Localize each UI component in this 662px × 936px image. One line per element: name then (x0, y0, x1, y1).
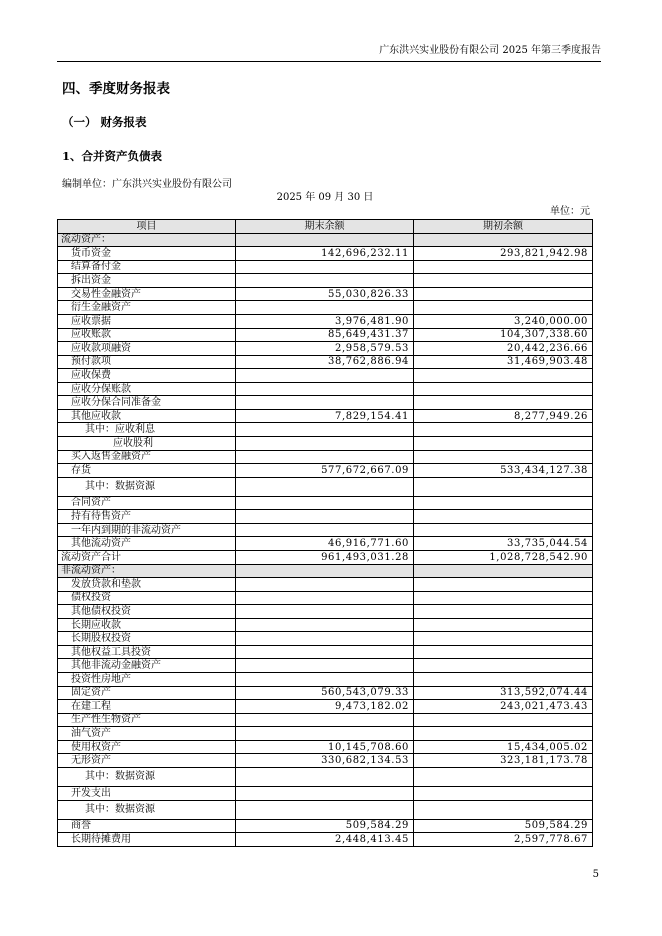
row-item-label: 其他应收款 (58, 410, 236, 423)
period-end-value (236, 578, 414, 591)
period-end-value (236, 592, 414, 605)
period-end-value (236, 632, 414, 645)
row-item-label: 商誉 (58, 820, 236, 833)
table-row (58, 288, 593, 302)
period-begin-value: 2,597,778.67 (414, 833, 593, 846)
period-end-value: 2,958,579.53 (236, 342, 414, 355)
table-row (58, 247, 593, 261)
period-end-value (236, 234, 414, 247)
row-item-label: 其他非流动金融资产 (58, 659, 236, 672)
row-item-label: 拆出资金 (58, 274, 236, 287)
row-item-label: 油气资产 (58, 727, 236, 740)
period-end-value: 10,145,708.60 (236, 741, 414, 754)
period-begin-value (414, 451, 593, 464)
period-end-value (236, 274, 414, 287)
row-item-label: 应收分保账款 (58, 383, 236, 396)
period-end-value (236, 510, 414, 523)
table-row (58, 768, 593, 787)
row-item-label: 债权投资 (58, 592, 236, 605)
period-begin-value (414, 274, 593, 287)
period-end-value: 85,649,431.37 (236, 329, 414, 342)
table-row (58, 787, 593, 801)
period-end-value (236, 437, 414, 450)
row-item-label: 结算备付金 (58, 261, 236, 274)
table-row (58, 510, 593, 524)
table-row (58, 524, 593, 538)
row-item-label: 衍生金融资产 (58, 301, 236, 314)
row-item-label: 长期股权投资 (58, 632, 236, 645)
period-end-value: 560,543,079.33 (236, 687, 414, 700)
table-row (58, 315, 593, 329)
row-item-label: 应收账款 (58, 329, 236, 342)
period-begin-value (414, 646, 593, 659)
table-row (58, 396, 593, 410)
period-end-value (236, 565, 414, 578)
period-end-value: 330,682,134.53 (236, 754, 414, 767)
row-item-label: 投资性房地产 (58, 673, 236, 686)
table-row (58, 673, 593, 687)
table-body (58, 234, 593, 847)
period-begin-value (414, 423, 593, 436)
row-item-label: 其中：数据资源 (58, 768, 236, 786)
row-item-label: 流动资产： (58, 234, 236, 247)
period-begin-value (414, 565, 593, 578)
row-item-label: 流动资产合计 (58, 551, 236, 564)
period-end-value (236, 727, 414, 740)
table-row (58, 700, 593, 714)
period-begin-value: 1,028,728,542.90 (414, 551, 593, 564)
subsection-title: （一） 财务报表 (62, 115, 147, 129)
period-begin-value (414, 369, 593, 382)
row-item-label: 生产性生物资产 (58, 714, 236, 727)
row-item-label: 非流动资产： (58, 565, 236, 578)
table-row (58, 659, 593, 673)
row-item-label: 存货 (58, 464, 236, 477)
period-begin-value (414, 478, 593, 496)
row-item-label: 长期应收款 (58, 619, 236, 632)
period-begin-value (414, 768, 593, 786)
row-item-label: 持有待售资产 (58, 510, 236, 523)
period-end-value (236, 383, 414, 396)
period-begin-value (414, 714, 593, 727)
table-row (58, 687, 593, 701)
table-row (58, 478, 593, 497)
period-end-value (236, 451, 414, 464)
period-begin-value (414, 605, 593, 618)
table-row (58, 329, 593, 343)
row-item-label: 预付款项 (58, 356, 236, 369)
row-item-label: 买入返售金融资产 (58, 451, 236, 464)
row-item-label: 应收款项融资 (58, 342, 236, 355)
period-end-value (236, 801, 414, 819)
period-end-value (236, 659, 414, 672)
section-row (58, 234, 593, 248)
row-item-label: 一年内到期的非流动资产 (58, 524, 236, 537)
section-title: 四、季度财务报表 (62, 81, 170, 97)
table-row (58, 497, 593, 511)
period-begin-value (414, 510, 593, 523)
period-begin-value (414, 234, 593, 247)
table-row (58, 301, 593, 315)
period-begin-value (414, 288, 593, 301)
period-end-value: 9,473,182.02 (236, 700, 414, 713)
table-row (58, 342, 593, 356)
period-begin-value: 33,735,044.54 (414, 537, 593, 550)
table-row (58, 741, 593, 755)
period-begin-value (414, 632, 593, 645)
header-rule (57, 61, 601, 62)
period-end-value (236, 787, 414, 800)
table-row (58, 714, 593, 728)
period-end-value (236, 369, 414, 382)
column-header-period-begin: 期初余额 (414, 220, 593, 233)
row-item-label: 其中：应收利息 (58, 423, 236, 436)
period-end-value: 46,916,771.60 (236, 537, 414, 550)
period-end-value (236, 261, 414, 274)
period-end-value (236, 605, 414, 618)
period-end-value (236, 619, 414, 632)
period-begin-value: 31,469,903.48 (414, 356, 593, 369)
period-begin-value (414, 578, 593, 591)
table-row (58, 820, 593, 834)
row-item-label: 其他流动资产 (58, 537, 236, 550)
row-item-label: 应收分保合同准备金 (58, 396, 236, 409)
period-begin-value: 15,434,005.02 (414, 741, 593, 754)
period-begin-value: 3,240,000.00 (414, 315, 593, 328)
period-end-value (236, 423, 414, 436)
statement-date: 2025 年 09 月 30 日 (276, 192, 374, 203)
column-header-item: 项目 (58, 220, 236, 233)
period-begin-value (414, 727, 593, 740)
period-end-value (236, 478, 414, 496)
period-end-value: 38,762,886.94 (236, 356, 414, 369)
period-end-value: 2,448,413.45 (236, 833, 414, 846)
period-end-value: 509,584.29 (236, 820, 414, 833)
period-begin-value (414, 787, 593, 800)
table-row (58, 410, 593, 424)
page-number: 5 (592, 869, 599, 880)
table-row (58, 578, 593, 592)
period-begin-value: 8,277,949.26 (414, 410, 593, 423)
period-begin-value (414, 673, 593, 686)
statement-title: 1、合并资产负债表 (62, 149, 163, 163)
period-begin-value (414, 261, 593, 274)
table-row (58, 261, 593, 275)
period-begin-value (414, 524, 593, 537)
row-item-label: 其中：数据资源 (58, 478, 236, 496)
row-item-label: 应收保费 (58, 369, 236, 382)
period-end-value (236, 497, 414, 510)
period-end-value: 55,030,826.33 (236, 288, 414, 301)
table-header-row (58, 220, 593, 234)
period-begin-value: 509,584.29 (414, 820, 593, 833)
row-item-label: 使用权资产 (58, 741, 236, 754)
period-begin-value (414, 801, 593, 819)
period-end-value: 142,696,232.11 (236, 247, 414, 260)
period-end-value: 577,672,667.09 (236, 464, 414, 477)
period-end-value: 3,976,481.90 (236, 315, 414, 328)
row-item-label: 其他债权投资 (58, 605, 236, 618)
table-row (58, 801, 593, 820)
period-begin-value: 104,307,338.60 (414, 329, 593, 342)
row-item-label: 在建工程 (58, 700, 236, 713)
running-header: 广东洪兴实业股份有限公司 2025 年第三季度报告 (379, 45, 601, 56)
table-row (58, 423, 593, 437)
row-item-label: 发放贷款和垫款 (58, 578, 236, 591)
period-end-value: 961,493,031.28 (236, 551, 414, 564)
row-item-label: 长期待摊费用 (58, 833, 236, 846)
row-item-label: 应收股利 (58, 437, 236, 450)
period-end-value (236, 301, 414, 314)
period-begin-value: 243,021,473.43 (414, 700, 593, 713)
row-item-label: 货币资金 (58, 247, 236, 260)
period-begin-value: 20,442,236.66 (414, 342, 593, 355)
table-row (58, 369, 593, 383)
column-header-period-end: 期末余额 (236, 220, 414, 233)
period-begin-value (414, 619, 593, 632)
period-begin-value (414, 592, 593, 605)
table-row (58, 619, 593, 633)
period-end-value (236, 524, 414, 537)
table-row (58, 537, 593, 551)
row-item-label: 交易性金融资产 (58, 288, 236, 301)
table-row (58, 646, 593, 660)
period-begin-value (414, 497, 593, 510)
table-row (58, 727, 593, 741)
row-item-label: 其中：数据资源 (58, 801, 236, 819)
currency-unit: 单位：元 (550, 206, 590, 217)
row-item-label: 合同资产 (58, 497, 236, 510)
period-begin-value (414, 437, 593, 450)
period-begin-value: 533,434,127.38 (414, 464, 593, 477)
table-row (58, 451, 593, 465)
table-row (58, 356, 593, 370)
row-item-label: 应收票据 (58, 315, 236, 328)
table-row (58, 437, 593, 451)
period-end-value (236, 714, 414, 727)
period-end-value (236, 646, 414, 659)
period-begin-value (414, 396, 593, 409)
preparer-line: 编制单位：广东洪兴实业股份有限公司 (62, 179, 232, 190)
balance-sheet-table (57, 219, 593, 847)
table-row (58, 754, 593, 768)
period-begin-value (414, 383, 593, 396)
table-row (58, 605, 593, 619)
table-row (58, 274, 593, 288)
table-row (58, 632, 593, 646)
section-row (58, 565, 593, 579)
period-end-value (236, 768, 414, 786)
period-begin-value (414, 659, 593, 672)
row-item-label: 其他权益工具投资 (58, 646, 236, 659)
table-row (58, 833, 593, 847)
period-begin-value: 293,821,942.98 (414, 247, 593, 260)
period-begin-value (414, 301, 593, 314)
period-end-value: 7,829,154.41 (236, 410, 414, 423)
table-row (58, 383, 593, 397)
period-end-value (236, 673, 414, 686)
row-item-label: 无形资产 (58, 754, 236, 767)
table-row (58, 592, 593, 606)
table-row (58, 464, 593, 478)
period-begin-value: 323,181,173.78 (414, 754, 593, 767)
row-item-label: 固定资产 (58, 687, 236, 700)
row-item-label: 开发支出 (58, 787, 236, 800)
table-row (58, 551, 593, 565)
period-begin-value: 313,592,074.44 (414, 687, 593, 700)
period-end-value (236, 396, 414, 409)
